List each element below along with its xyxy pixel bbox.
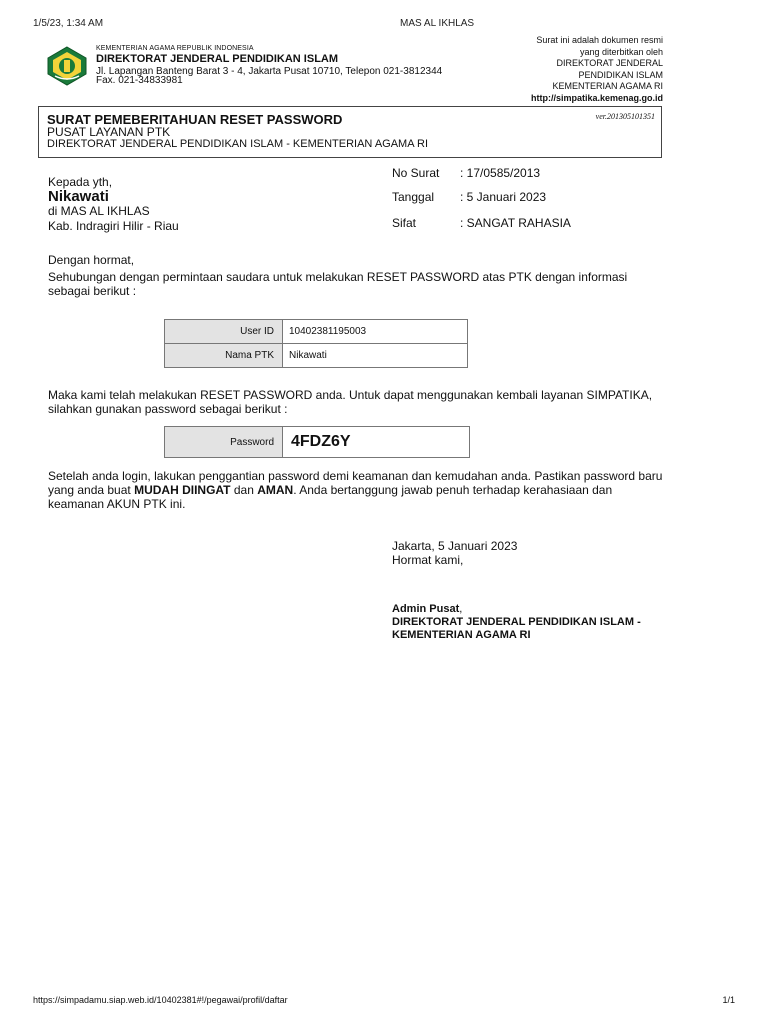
letter-subtitle: PUSAT LAYANAN PTK: [47, 125, 171, 139]
signature-place-date: Jakarta, 5 Januari 2023: [392, 539, 518, 553]
print-date: 1/5/23, 1:34 AM: [33, 18, 104, 29]
salutation: Dengan hormat,: [48, 253, 135, 267]
letter-title: SURAT PEMEBERITAHUAN RESET PASSWORD: [47, 112, 343, 127]
org-address: Jl. Lapangan Banteng Barat 3 - 4, Jakarta Pusat 10710, Telepon 021-3812344: [96, 66, 443, 77]
secure-emphasis: AMAN: [257, 483, 294, 497]
org-ministry: KEMENTERIAN AGAMA REPUBLIK INDONESIA: [96, 45, 254, 52]
org-directorate: DIREKTORAT JENDERAL PENDIDIKAN ISLAM: [96, 53, 339, 65]
recipient-name: Nikawati: [48, 188, 109, 205]
print-title: MAS AL IKHLAS: [400, 18, 475, 29]
recipient-region: Kab. Indragiri Hilir - Riau: [48, 219, 179, 233]
print-page-number: 1/1: [722, 995, 735, 1005]
ministry-logo-icon: [45, 46, 89, 86]
signature-ministry: KEMENTERIAN AGAMA RI: [392, 629, 531, 641]
notice-line: KEMENTERIAN AGAMA RI: [552, 81, 663, 91]
signature-admin: [392, 603, 462, 615]
admin-comma: ,: [459, 603, 463, 615]
notice-line: PENDIDIKAN ISLAM: [578, 69, 663, 80]
table-row: [165, 320, 468, 344]
recipient-school: di MAS AL IKHLAS: [48, 204, 150, 218]
letter-nature-label: Sifat: [392, 216, 417, 230]
notice-line: yang diterbitkan oleh: [579, 46, 663, 57]
letter-number-label: No Surat: [392, 166, 440, 180]
print-footer-url: https://simpadamu.siap.web.id/10402381#!/pegawai/profil/daftar: [33, 995, 288, 1005]
recipient-greeting: Kepada yth,: [48, 175, 113, 189]
letter-date-value: : 5 Januari 2023: [460, 190, 547, 204]
ptk-name-value: Nikawati: [283, 344, 468, 368]
user-info-table: [164, 319, 468, 368]
table-row: [165, 427, 470, 458]
letter-number-value: : 17/0585/2013: [460, 166, 541, 180]
user-id-label: User ID: [165, 320, 283, 344]
password-label: Password: [165, 427, 283, 458]
admin-name: Admin Pusat: [392, 603, 460, 615]
security-paragraph: [48, 469, 668, 511]
signature-regards: Hormat kami,: [392, 553, 464, 567]
letter-nature-value: : SANGAT RAHASIA: [460, 216, 571, 230]
org-fax: Fax. 021-34833981: [96, 75, 183, 86]
notice-line: Surat ini adalah dokumen resmi: [536, 35, 663, 45]
ptk-name-label: Nama PTK: [165, 344, 283, 368]
security-text: dan: [230, 483, 258, 497]
official-notice: [531, 35, 663, 104]
letter-title-box: [38, 106, 662, 158]
notice-url[interactable]: http://simpatika.kemenag.go.id: [530, 92, 663, 103]
version-label: ver.201305101351: [595, 112, 655, 121]
letter-department: DIREKTORAT JENDERAL PENDIDIKAN ISLAM - KEMENTERIAN AGAMA RI: [47, 138, 429, 150]
security-text: Setelah anda login, lakukan penggantian password demi keamanan dan kemudahan anda. Pastikan password baru yang anda buat: [48, 469, 663, 497]
intro-paragraph: Sehubungan dengan permintaan saudara untuk melakukan RESET PASSWORD atas PTK dengan informasi sebagai berikut :: [48, 270, 628, 298]
reset-paragraph: Maka kami telah melakukan RESET PASSWORD anda. Untuk dapat menggunakan kembali layanan SIMPATIKA, silahkan gunakan password sebagai berikut :: [48, 388, 653, 416]
signature-directorate: DIREKTORAT JENDERAL PENDIDIKAN ISLAM -: [392, 616, 641, 628]
letter-date-label: Tanggal: [392, 190, 435, 204]
password-value: 4FDZ6Y: [283, 427, 470, 458]
table-row: [165, 344, 468, 368]
notice-line: DIREKTORAT JENDERAL: [556, 58, 663, 68]
password-table: [164, 426, 470, 458]
easy-to-remember-emphasis: MUDAH DIINGAT: [134, 483, 231, 497]
user-id-value: 10402381195003: [283, 320, 468, 344]
security-text: . Anda bertanggung jawab penuh terhadap kerahasiaan dan keamanan AKUN PTK ini.: [48, 483, 613, 511]
